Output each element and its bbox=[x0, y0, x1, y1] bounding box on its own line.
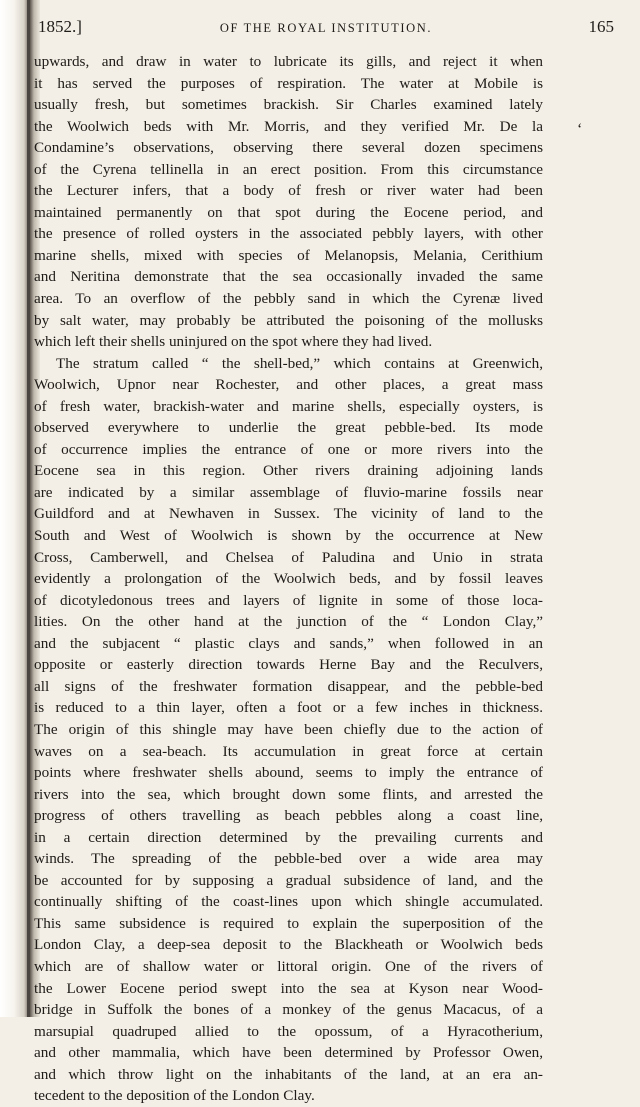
text-line: maintained permanently on that spot during the Eocene period, and bbox=[34, 203, 543, 221]
text-line: all signs of the freshwater formation disappear, and the pebble-bed bbox=[34, 677, 543, 695]
text-line: Woolwich, Upnor near Rochester, and other places, a great mass bbox=[34, 376, 543, 394]
text-line: points where freshwater shells abound, seems to imply the entrance of bbox=[34, 764, 543, 782]
text-line: Eocene sea in this region. Other rivers draining adjoining lands bbox=[34, 462, 543, 480]
text-line: it has served the purposes of respiration. The water at Mobile is bbox=[34, 74, 543, 92]
text-line: is reduced to a thin layer, often a foot or a few inches in thickness. bbox=[34, 699, 543, 717]
text-line: This same subsidence is required to explain the superposition of the bbox=[34, 914, 543, 932]
text-line: the presence of rolled oysters in the associated pebbly layers, with other bbox=[34, 225, 543, 243]
text-line: of fresh water, brackish-water and marine shells, especially oysters, is bbox=[34, 397, 543, 415]
text-line: usually fresh, but sometimes brackish. Sir Charles examined lately bbox=[34, 96, 543, 114]
text-line: the Lecturer infers, that a body of fresh or river water had been bbox=[34, 182, 543, 200]
text-line: winds. The spreading of the pebble-bed over a wide area may bbox=[34, 850, 543, 868]
text-line: continually shifting of the coast-lines upon which shingle accumulated. bbox=[34, 893, 543, 911]
text-line: lities. On the other hand at the junction of the “ London Clay,” bbox=[34, 613, 543, 631]
text-line: of the Cyrena tellinella in an erect position. From this circumstance bbox=[34, 160, 543, 178]
text-line: of dicotyledonous trees and layers of lignite in some of those loca- bbox=[34, 591, 543, 609]
text-line: Guildford and at Newhaven in Sussex. The vicinity of land to the bbox=[34, 505, 543, 523]
text-line: and other mammalia, which have been determined by Professor Owen, bbox=[34, 1044, 543, 1062]
text-line: area. To an overflow of the pebbly sand in which the Cyrenæ lived bbox=[34, 290, 543, 308]
page-number: 165 bbox=[588, 17, 614, 36]
running-head bbox=[38, 14, 614, 40]
text-line: marsupial quadruped allied to the opossum, of a Hyracotherium, bbox=[34, 1022, 543, 1040]
text-line: the Woolwich beds with Mr. Morris, and they verified Mr. De la bbox=[34, 117, 543, 135]
text-line: South and West of Woolwich is shown by the occurrence at New bbox=[34, 527, 543, 545]
margin-mark: ‘ bbox=[577, 121, 583, 138]
text-line: opposite or easterly direction towards Herne Bay and the Reculvers, bbox=[34, 656, 543, 674]
text-line: and the subjacent “ plastic clays and sands,” when followed in an bbox=[34, 634, 543, 652]
text-line: of occurrence implies the entrance of one or more rivers into the bbox=[34, 440, 543, 458]
text-line: which are of shallow water or littoral origin. One of the rivers of bbox=[34, 957, 543, 975]
text-line: tecedent to the deposition of the London Clay. bbox=[34, 1087, 315, 1105]
text-line: which left their shells uninjured on the spot where they had lived. bbox=[34, 333, 433, 351]
text-line: observed everywhere to underlie the great pebble-bed. Its mode bbox=[34, 419, 543, 437]
text-line: progress of others travelling as beach pebbles along a coast line, bbox=[34, 807, 543, 825]
text-line: The origin of this shingle may have been chiefly due to the action of bbox=[34, 720, 543, 738]
text-line: and which throw light on the inhabitants of the land, at an era an- bbox=[34, 1065, 543, 1083]
text-line: evidently a prolongation of the Woolwich beds, and by fossil leaves bbox=[34, 570, 543, 588]
binding-shadow-line bbox=[27, 0, 30, 1017]
text-line: rivers into the sea, which brought down some flints, and arrested the bbox=[34, 785, 543, 803]
text-line: are indicated by a similar assemblage of fluvio-marine fossils near bbox=[34, 483, 543, 501]
text-line: be accounted for by supposing a gradual subsidence of land, and the bbox=[34, 871, 543, 889]
text-line: bridge in Suffolk the bones of a monkey of the genus Macacus, of a bbox=[34, 1001, 543, 1019]
text-line: waves on a sea-beach. Its accumulation in great force at certain bbox=[34, 742, 543, 760]
text-line: upwards, and draw in water to lubricate its gills, and reject it when bbox=[34, 53, 543, 70]
text-line: in a certain direction determined by the prevailing currents and bbox=[34, 828, 543, 846]
text-line: Cross, Camberwell, and Chelsea of Paludina and Unio in strata bbox=[34, 548, 543, 566]
body-text bbox=[34, 51, 543, 1107]
paragraph-first-line: The stratum called “ the shell-bed,” which contains at Greenwich, bbox=[56, 354, 543, 372]
text-line: by salt water, may probably be attributed the poisoning of the mollusks bbox=[34, 311, 543, 329]
text-line: London Clay, a deep-sea deposit to the Blackheath or Woolwich beds bbox=[34, 936, 543, 954]
running-head-year: 1852.] bbox=[38, 17, 82, 36]
text-line: the Lower Eocene period swept into the sea at Kyson near Wood- bbox=[34, 979, 543, 997]
text-line: Condamine’s observations, observing there several dozen specimens bbox=[34, 139, 543, 157]
running-head-title: OF THE ROYAL INSTITUTION. bbox=[219, 21, 433, 35]
text-line: marine shells, mixed with species of Melanopsis, Melania, Cerithium bbox=[34, 246, 543, 264]
text-line: and Neritina demonstrate that the sea occasionally invaded the same bbox=[34, 268, 543, 286]
